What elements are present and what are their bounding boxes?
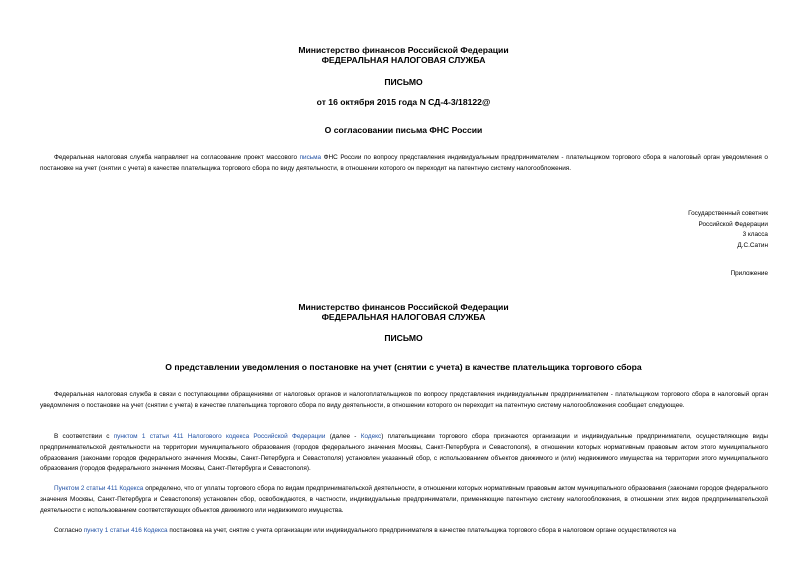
article-416-paragraph bbox=[40, 526, 768, 537]
article-416-text-before: Согласно bbox=[54, 527, 84, 534]
signature-line-2: Российской Федерации bbox=[698, 220, 768, 228]
signature-line-3: 3 класса bbox=[742, 231, 768, 239]
article-411-text-after: ) плательщиками торгового сбора признаются организации и индивидуальные предприниматели, осуществляющие виды предпринимательской деятельности на территории муниципального образования (городов федерального значения Москвы, Санкт-Петербурга и Севастополя), в отношении которых нормативным правовым актом этого муниципального образования (законами городов федерального значения Москвы, Санкт-Петербурга и Севастополя) установлен указанный сбор, с использованием объектов движимого и (или) недвижимого имущества на территории этого муниципального образования (городов федерального значения Москвы, Санкт-Петербурга и Севастополя). bbox=[40, 433, 768, 473]
tax-code-link[interactable]: Налогового кодекса Российской Федерации bbox=[187, 433, 326, 440]
letter-title: ПИСЬМО bbox=[384, 77, 423, 87]
code-link-2[interactable]: Кодекса bbox=[119, 485, 144, 492]
cover-text-after: ФНС России по вопросу представления индивидуальным предпринимателем - плательщиком торгового сбора в налоговый орган уведомления о постановке на учет (снятии с учета) в качестве плательщика торгового сбора по виду деятельности, в отношении которого он переходит на патентную систему налогообложения. bbox=[40, 154, 768, 172]
letter-subject: О согласовании письма ФНС России bbox=[324, 125, 483, 135]
ministry-heading: Министерство финансов Российской Федерации bbox=[298, 45, 509, 55]
letter-link[interactable]: письма bbox=[299, 154, 322, 161]
code-link-3[interactable]: Кодекса bbox=[143, 527, 168, 534]
article-411-text-before: В соответствии с bbox=[54, 433, 114, 440]
letter-title-2: ПИСЬМО bbox=[384, 333, 423, 343]
appendix-label: Приложение bbox=[730, 270, 768, 277]
cover-paragraph bbox=[40, 153, 768, 175]
article-411-p2-text: определено, что от уплаты торгового сбора по видам предпринимательской деятельности, в отношении которых нормативным правовым актом муниципального образования (законами городов федерального значения Москвы, Санкт-Петербурга и Севастополя) установлен сбор, освобождаются, в частности, индивидуальные предприниматели, применяющие патентную систему налогообложения, в отношении этих видов предпринимательской деятельности с использованием соответствующих объектов движимого или недвижимого имущества. bbox=[40, 485, 768, 514]
article-411-p2-paragraph bbox=[40, 484, 768, 516]
signature-name: Д.С.Сатин bbox=[737, 241, 768, 249]
letter-subject-2: О представлении уведомления о постановке на учет (снятии с учета) в качестве плательщика торгового сбора bbox=[165, 362, 642, 372]
article-416-text-after: постановка на учет, снятие с учета организации или индивидуального предпринимателя в качестве плательщика торгового сбора в налоговом органе осуществляются на bbox=[167, 527, 677, 534]
code-link[interactable]: Кодекс bbox=[360, 433, 382, 440]
service-heading: ФЕДЕРАЛЬНАЯ НАЛОГОВАЯ СЛУЖБА bbox=[321, 55, 486, 65]
ministry-heading-2: Министерство финансов Российской Федерации bbox=[298, 302, 509, 312]
service-heading-2: ФЕДЕРАЛЬНАЯ НАЛОГОВАЯ СЛУЖБА bbox=[321, 312, 486, 322]
intro-paragraph bbox=[40, 390, 768, 412]
letter-date-number: от 16 октября 2015 года N СД-4-3/18122@ bbox=[316, 97, 491, 107]
signature-block bbox=[600, 209, 768, 251]
article-411-p2-link[interactable]: Пунктом 2 статьи 411 bbox=[54, 485, 118, 492]
signature-line-1: Государственный советник bbox=[688, 210, 768, 217]
article-416-link[interactable]: пункту 1 статьи 416 bbox=[83, 527, 142, 534]
article-411-p1-link[interactable]: пунктом 1 статьи 411 bbox=[113, 433, 184, 440]
article-411-paragraph bbox=[40, 432, 768, 475]
cover-text-before: Федеральная налоговая служба направляет на согласование проект массового bbox=[54, 154, 300, 161]
intro-text: Федеральная налоговая служба в связи с поступающими обращениями от налоговых органов и налогоплательщиков по вопросу представления индивидуальным предпринимателем - плательщиком торгового сбора в налоговый орган уведомления о постановке на учет (снятии с учета) в качестве плательщика торгового сбора по виду деятельности, в отношении которого он переходит на патентную систему налогообложения сообщает следующее. bbox=[40, 391, 768, 409]
article-411-text-mid: (далее - bbox=[325, 433, 361, 440]
